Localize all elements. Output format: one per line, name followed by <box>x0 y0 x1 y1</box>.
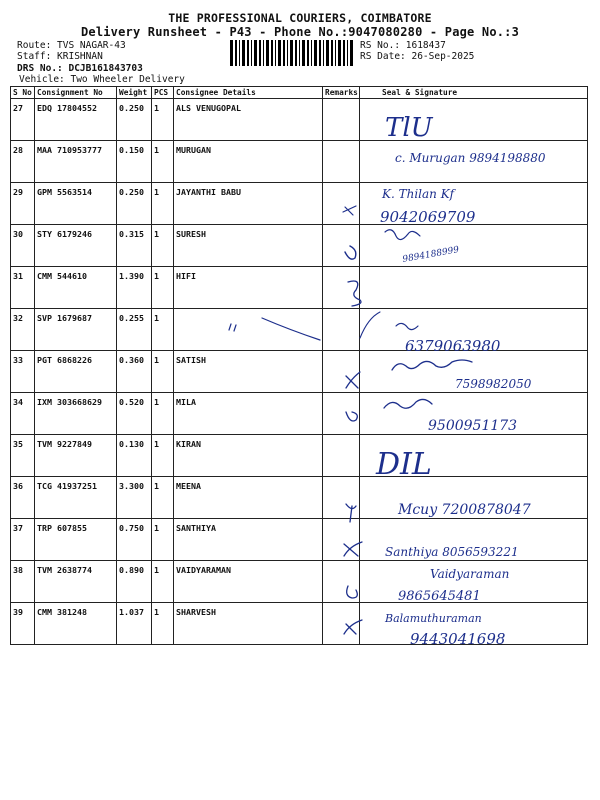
cell-name: MILA <box>174 393 323 435</box>
drs-label: DRS No.: DCJB161843703 <box>17 63 143 74</box>
cell-name: SANTHIYA <box>174 519 323 561</box>
cell-weight: 0.750 <box>117 519 152 561</box>
cell-consignment: PGT 6868226 <box>35 351 117 393</box>
cell-signature <box>360 351 588 393</box>
cell-pcs: 1 <box>152 435 174 477</box>
cell-remarks <box>323 351 360 393</box>
cell-signature <box>360 561 588 603</box>
cell-signature <box>360 477 588 519</box>
sig-33-phone: 7598982050 <box>455 377 532 391</box>
col-remarks: Remarks <box>323 87 360 99</box>
cell-consignment: IXM 303668629 <box>35 393 117 435</box>
cell-pcs: 1 <box>152 603 174 645</box>
cell-signature <box>360 267 588 309</box>
table-row <box>11 477 588 519</box>
cell-weight: 0.890 <box>117 561 152 603</box>
sig-37-text: Santhiya 8056593221 <box>385 545 519 559</box>
cell-weight: 0.520 <box>117 393 152 435</box>
cell-sno: 35 <box>11 435 35 477</box>
cell-pcs: 1 <box>152 141 174 183</box>
cell-name <box>174 309 323 351</box>
cell-name: VAIDYARAMAN <box>174 561 323 603</box>
cell-weight: 0.150 <box>117 141 152 183</box>
sig-27-text: TlU <box>385 113 433 143</box>
cell-name: JAYANTHI BABU <box>174 183 323 225</box>
table-row <box>11 435 588 477</box>
cell-signature <box>360 393 588 435</box>
cell-weight: 1.390 <box>117 267 152 309</box>
cell-consignment: SVP 1679687 <box>35 309 117 351</box>
cell-signature <box>360 225 588 267</box>
cell-weight: 0.360 <box>117 351 152 393</box>
table-row <box>11 561 588 603</box>
cell-weight: 3.300 <box>117 477 152 519</box>
cell-consignment: CMM 381248 <box>35 603 117 645</box>
cell-name: SATISH <box>174 351 323 393</box>
cell-remarks <box>323 309 360 351</box>
sig-30-phone: 9894188999 <box>401 245 460 265</box>
col-consignee: Consignee Details <box>174 87 323 99</box>
sig-28-text: c. Murugan 9894198880 <box>395 151 546 165</box>
col-signature: Seal & Signature <box>360 87 588 99</box>
cell-sno: 32 <box>11 309 35 351</box>
cell-name: HIFI <box>174 267 323 309</box>
col-sno: S No <box>11 87 35 99</box>
cell-remarks <box>323 225 360 267</box>
cell-remarks <box>323 267 360 309</box>
cell-signature <box>360 519 588 561</box>
cell-pcs: 1 <box>152 99 174 141</box>
cell-consignment: EDQ 17804552 <box>35 99 117 141</box>
cell-name: ALS VENUGOPAL <box>174 99 323 141</box>
vehicle-label: Vehicle: Two Wheeler Delivery <box>19 74 185 85</box>
company-title: THE PROFESSIONAL COURIERS, COIMBATORE <box>168 11 432 25</box>
cell-name: SURESH <box>174 225 323 267</box>
cell-sno: 33 <box>11 351 35 393</box>
table-row <box>11 141 588 183</box>
cell-signature <box>360 435 588 477</box>
cell-pcs: 1 <box>152 393 174 435</box>
cell-weight: 0.250 <box>117 183 152 225</box>
route-label: Route: TVS NAGAR-43 <box>17 40 126 51</box>
cell-remarks <box>323 183 360 225</box>
cell-name: MEENA <box>174 477 323 519</box>
cell-name: KIRAN <box>174 435 323 477</box>
sig-32-phone: 6379063980 <box>405 337 501 355</box>
cell-signature <box>360 183 588 225</box>
sig-36-text: Mcuy 7200878047 <box>398 502 531 518</box>
cell-pcs: 1 <box>152 225 174 267</box>
cell-remarks <box>323 393 360 435</box>
table-row <box>11 309 588 351</box>
table-row <box>11 393 588 435</box>
cell-remarks <box>323 99 360 141</box>
cell-name: SHARVESH <box>174 603 323 645</box>
cell-consignment: TVM 2638774 <box>35 561 117 603</box>
cell-remarks <box>323 435 360 477</box>
cell-weight: 0.250 <box>117 99 152 141</box>
cell-remarks <box>323 477 360 519</box>
cell-pcs: 1 <box>152 183 174 225</box>
cell-consignment: STY 6179246 <box>35 225 117 267</box>
rs-number: RS No.: 1618437 <box>360 40 446 51</box>
cell-name: MURUGAN <box>174 141 323 183</box>
table-row <box>11 351 588 393</box>
cell-remarks <box>323 603 360 645</box>
table-row <box>11 99 588 141</box>
cell-signature <box>360 309 588 351</box>
barcode-image <box>230 40 356 66</box>
table-row <box>11 225 588 267</box>
table-row <box>11 183 588 225</box>
sig-35-text: DIL <box>376 447 432 482</box>
sig-39-name: Balamuthuraman <box>385 612 482 625</box>
cell-pcs: 1 <box>152 519 174 561</box>
col-pcs: PCS <box>152 87 174 99</box>
cell-consignment: MAA 710953777 <box>35 141 117 183</box>
cell-pcs: 1 <box>152 267 174 309</box>
cell-remarks <box>323 519 360 561</box>
runsheet-table <box>10 86 588 645</box>
cell-sno: 30 <box>11 225 35 267</box>
cell-consignment: GPM 5563514 <box>35 183 117 225</box>
cell-signature <box>360 603 588 645</box>
cell-weight: 0.130 <box>117 435 152 477</box>
cell-sno: 39 <box>11 603 35 645</box>
cell-consignment: TRP 607855 <box>35 519 117 561</box>
runsheet-subtitle: Delivery Runsheet - P43 - Phone No.:9047080280 - Page No.:3 <box>80 25 520 39</box>
table-header-row <box>11 87 588 99</box>
cell-sno: 31 <box>11 267 35 309</box>
cell-remarks <box>323 561 360 603</box>
cell-pcs: 1 <box>152 351 174 393</box>
cell-sno: 28 <box>11 141 35 183</box>
cell-sno: 36 <box>11 477 35 519</box>
col-weight: Weight <box>117 87 152 99</box>
rs-date: RS Date: 26-Sep-2025 <box>360 51 475 62</box>
sig-34-phone: 9500951173 <box>428 418 518 434</box>
table-row <box>11 603 588 645</box>
col-consignment: Consignment No <box>35 87 117 99</box>
cell-pcs: 1 <box>152 477 174 519</box>
sig-38-name: Vaidyaraman <box>430 567 510 581</box>
cell-weight: 0.255 <box>117 309 152 351</box>
cell-signature <box>360 99 588 141</box>
cell-weight: 0.315 <box>117 225 152 267</box>
cell-remarks <box>323 141 360 183</box>
table-row <box>11 519 588 561</box>
sig-38-phone: 9865645481 <box>398 589 481 604</box>
cell-sno: 37 <box>11 519 35 561</box>
cell-consignment: TVM 9227849 <box>35 435 117 477</box>
cell-sno: 27 <box>11 99 35 141</box>
cell-consignment: CMM 544610 <box>35 267 117 309</box>
cell-signature <box>360 141 588 183</box>
cell-weight: 1.037 <box>117 603 152 645</box>
sig-29-name: K. Thilan Kf <box>382 187 455 201</box>
table-row <box>11 267 588 309</box>
staff-label: Staff: KRISHNAN <box>17 51 103 62</box>
sig-39-phone: 9443041698 <box>410 630 506 648</box>
cell-pcs: 1 <box>152 561 174 603</box>
cell-sno: 29 <box>11 183 35 225</box>
cell-sno: 38 <box>11 561 35 603</box>
cell-consignment: TCG 41937251 <box>35 477 117 519</box>
sig-29-phone: 9042069709 <box>380 208 476 226</box>
cell-pcs: 1 <box>152 309 174 351</box>
cell-sno: 34 <box>11 393 35 435</box>
